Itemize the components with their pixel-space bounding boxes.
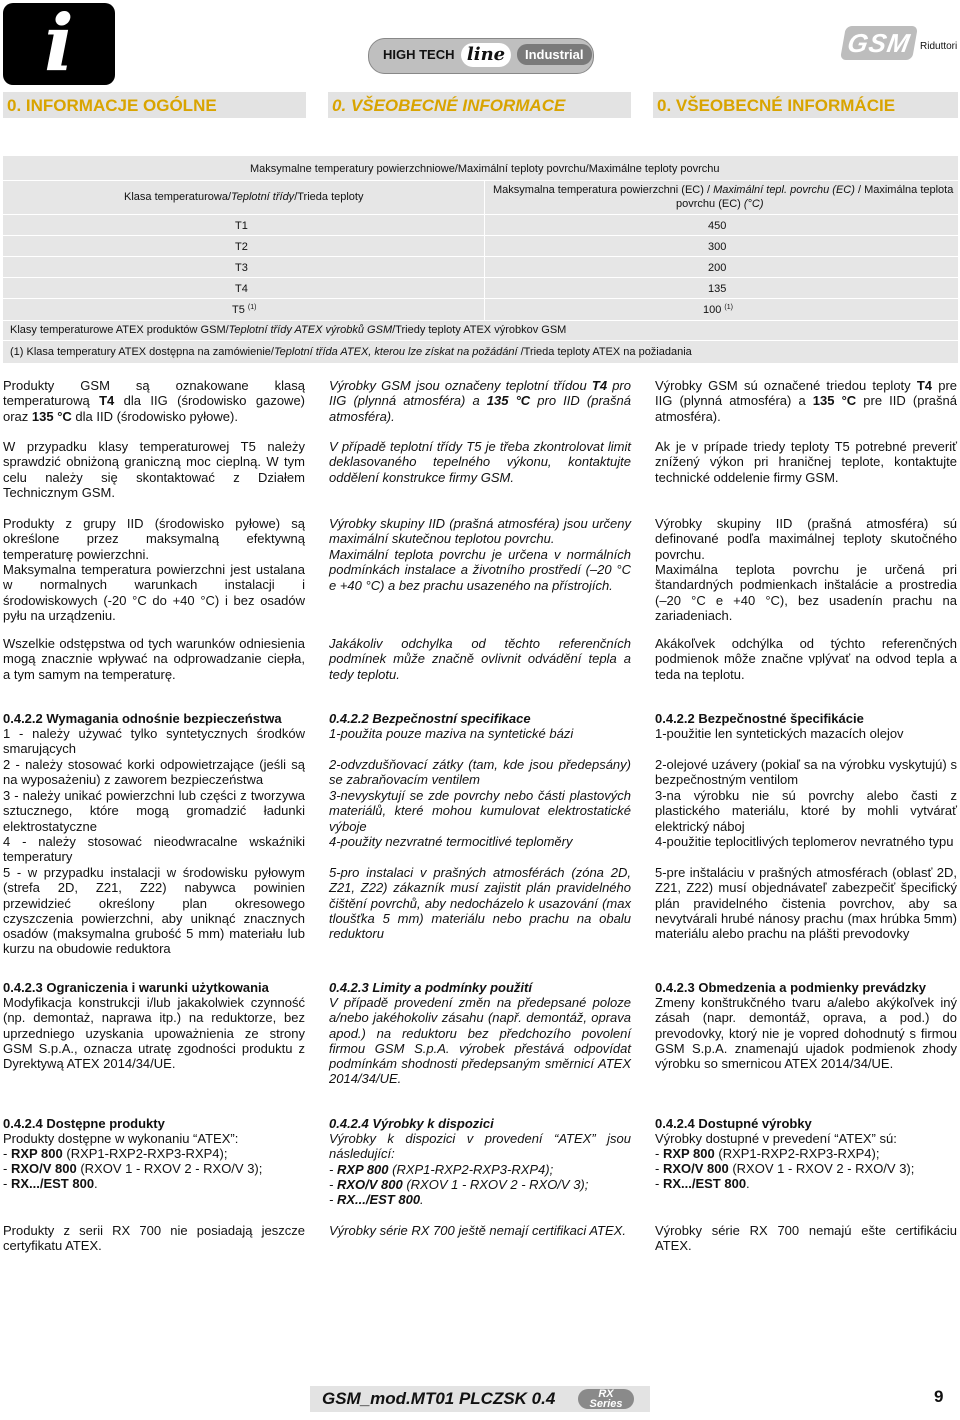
list-item: 1 - należy używać tylko syntetycznych środków smarujących — [3, 726, 305, 757]
list-item: 5 - w przypadku instalacji w środowisku pyłowym (strefa 2D, Z21, Z22) nabywca powinien przewidzieć określony plan okresowego czyszczenia powierzchni, aby uniknąć znacznych osadów (maksymalna grubość 5 mm) materiału lub kurzu na obudowie reduktora — [3, 865, 305, 957]
paragraph: Výrobky série RX 700 ještě nemají certifikaci ATEX. — [329, 1223, 626, 1238]
section-heading: 0.4.2.2 Bezpečnostní specifikace — [329, 711, 531, 726]
paragraph: Ak je v prípade triedy teploty T5 potrebné preveriť znížený výkon pri hraničnej teplote, kontaktujte technické oddelenie firmy GSM. — [655, 439, 957, 485]
info-glyph: i — [44, 0, 74, 89]
paragraph: Výrobky GSM jsou označeny teplotní třídou T4 pro IIG (plynná atmosféra) a 135 °C pro IID (prašná atmosféra). — [329, 378, 631, 424]
hightech-line-logo — [368, 38, 594, 74]
section-heading: 0.4.2.4 Dostępne produkty — [3, 1116, 165, 1131]
list-item: - RXP 800 (RXP1-RXP2-RXP3-RXP4); — [3, 1146, 228, 1161]
section-heading: 0.4.2.3 Ograniczenia i warunki użytkowania — [3, 980, 269, 995]
table-row-value: 450 — [708, 220, 727, 232]
section-title-cz — [328, 92, 631, 118]
table-row-value: 135 — [708, 283, 727, 295]
paragraph: Výrobky GSM sú označené triedou teploty T4 pre IIG (plynná atmosféra) a 135 °C pre IID (prašná atmosféra). — [655, 378, 958, 424]
section-heading: 0.4.2.2 Wymagania odnośnie bezpieczeństwa — [3, 711, 282, 726]
line-text: line — [461, 43, 511, 67]
table-row-class: T1 — [235, 220, 248, 232]
paragraph: Produkty GSM są oznakowane klasą temperaturową T4 dla IIG (środowisko gazowe) oraz 135 °C dla IID (środowisko pyłowe). — [3, 378, 306, 424]
paragraph: Maksymalna temperatura powierzchni jest ustalana w normalnych warunkach instalacji i środowiskowych (-20 °C do +40 °C) i bez osadów pyłu na urządzeniu. — [3, 562, 305, 623]
list-item: - RXO/V 800 (RXOV 1 - RXOV 2 - RXO/V 3); — [329, 1177, 589, 1192]
table-row-class: T2 — [235, 241, 248, 253]
paragraph: Modyfikacja konstrukcji i/lub jakakolwiek czynność (np. demontaż, naprawa itp.) na reduktorze, bez uprzedniego uzyskania upoważnienia ze strony GSM S.p.A., oznacza utratę zgodności produktu z Dyrektywą ATEX 2014/34/UE. — [3, 995, 305, 1072]
table-top-header: Maksymalne temperatury powierzchniowe/Maximální teploty povrchu/Maximálne teploty povrchu — [250, 163, 720, 175]
series-top: RX — [598, 1388, 614, 1400]
document-code: GSM_mod.MT01 PLCZSK 0.4 — [322, 1389, 556, 1408]
paragraph: Produkty z serii RX 700 nie posiadają jeszcze certyfikatu ATEX. — [3, 1223, 305, 1254]
table-row-class: T5 $^{(1)}$ — [232, 304, 257, 316]
list-item: 2 - należy stosować korki odpowietrzające (jeśli są na wyposażeniu) z zaworem bezpieczeństwa — [3, 757, 305, 788]
list-item: 1-použitie len syntetických mazacích olejov — [655, 726, 904, 741]
industrial-text: Industrial — [517, 44, 592, 65]
section-title-pl — [3, 92, 306, 118]
list-item: 4-použitie teplocitlivých teplomerov nevratného typu — [655, 834, 954, 849]
section-title-cz-text: 0. VŠEOBECNÉ INFORMACE — [332, 96, 566, 115]
paragraph: Zmeny konštrukčného tvaru a/alebo akýkoľvek iný zásah (napr. demontáž, oprava, a pod.) do prevodovky, ktorý nie je vopred dohodnutý s firmou GSM S.p.A. znamenajú ujadok podmienok zhody výrobku so smernicou ATEX 2014/34/UE. — [655, 995, 957, 1072]
table-row-class: T3 — [235, 262, 248, 274]
table-class-header: Klasa temperaturowa/Teplotní třídy/Trieda teploty — [124, 191, 364, 203]
rx-series-badge — [578, 1389, 634, 1409]
section-heading: 0.4.2.4 Dostupné výrobky — [655, 1116, 812, 1131]
paragraph: V případě teplotní třídy T5 je třeba zkontrolovat limit deklasovaného tepelného výkonu, kontaktujte oddělení konstrukce firmy GSM. — [329, 439, 631, 485]
list-item: 3-nevyskytují se zde povrchy nebo části plastových materiálů, které mohou kumulovat elektrostatické výboje — [329, 788, 631, 834]
paragraph: Wszelkie odstępstwa od tych warunków odniesienia mogą znacznie wpływać na odprowadzanie ciepła, a tym samym na temperaturę. — [3, 636, 305, 682]
list-item: - RX.../EST 800. — [655, 1176, 750, 1191]
paragraph: Výrobky k dispozici v provedení “ATEX” jsou následující: — [329, 1131, 631, 1162]
list-item: 4 - należy stosować nieodwracalne wskaźniki temperatury — [3, 834, 305, 865]
section-heading: 0.4.2.3 Obmedzenia a podmienky prevádzky — [655, 980, 926, 995]
list-item: - RXO/V 800 (RXOV 1 - RXOV 2 - RXO/V 3); — [3, 1161, 263, 1176]
list-item: - RXP 800 (RXP1-RXP2-RXP3-RXP4); — [329, 1162, 554, 1177]
list-item: 3 - należy unikać powierzchni lub części z tworzywa sztucznego, które mogą gromadzić ładunki elektrostatyczne — [3, 788, 305, 834]
paragraph: Produkty z grupy IID (środowisko pyłowe) są określone przez maksymalną efektywną temperaturę powierzchni. — [3, 516, 305, 562]
table-max-header: Maksymalna temperatura powierzchni (EC) / Maximální tepl. povrchu (EC) / Maximálna teplota — [493, 184, 954, 196]
list-item: 5-pro instalaci v prašných atmosférách (zóna 2D, Z21, Z22) zákazník musí zajistit plán pravidelného čištění povrchů, aby nedocházelo k usazování (max tloušťka 5 mm) materiálu nebo prachu na obalu reduktoru — [329, 865, 631, 942]
gsm-logo — [840, 26, 918, 60]
section-heading: 0.4.2.2 Bezpečnostné špecifikácie — [655, 711, 864, 726]
list-item: 3-na výrobku nie sú povrchy alebo časti z plastického materiálu, ktoré by mohli vytvárať elektrický náboj — [655, 788, 957, 834]
section-heading: 0.4.2.4 Výrobky k dispozici — [329, 1116, 494, 1131]
info-icon — [3, 0, 115, 89]
paragraph: V případě provedení změn na předepsané poloze a/nebo jakéhokoliv zásahu (např. demontáž, oprava apod.) na reduktoru bez předchozího povolení firmou GSM S.p.A. výrobek přestává odpovídat podmínkám shodnosti předepsaným směrnicí ATEX 2014/34/UE. — [329, 995, 631, 1087]
list-item: 2-olejové uzávery (pokiaľ sa na výrobku vyskytujú) s bezpečnostným ventilom — [655, 757, 957, 788]
section-title-sk-text: 0. VŠEOBECNÉ INFORMÁCIE — [657, 96, 896, 115]
list-item: 1-použita pouze maziva na syntetické bázi — [329, 726, 574, 741]
page-number: 9 — [934, 1387, 944, 1406]
table-max-header-line2: povrchu (EC) (°C) — [676, 198, 764, 210]
paragraph: Maximálna teplota povrchu je určená pri štandardných podmienkach inštalácie a prostredia (–20 °C e +40 °C), bez usadenín prachu na zariadeniach. — [655, 562, 957, 623]
list-item: - RXO/V 800 (RXOV 1 - RXOV 2 - RXO/V 3); — [655, 1161, 915, 1176]
table-atex-row: Klasy temperaturowe ATEX produktów GSM/Teplotní třídy ATEX výrobků GSM/Triedy teploty ATEX výrobkov GSM — [10, 324, 567, 336]
paragraph: Produkty dostępne w wykonaniu “ATEX”: — [3, 1131, 239, 1146]
table-row-value: 300 — [708, 241, 727, 253]
table-row-value: 100 $^{(1)}$ — [703, 304, 733, 316]
paragraph: Jakákoliv odchylka od těchto referenčních podmínek může značně ovlivnit odvádění tepla a tedy teplotu. — [329, 636, 631, 682]
riduttori-text: Riduttori — [920, 41, 958, 52]
table-row-value: 200 — [708, 262, 727, 274]
paragraph: Výrobky skupiny IID (prašná atmosféra) sú definované podľa maximálnej teploty skutočného povrchu. — [655, 516, 957, 562]
hightech-text: HIGH TECH — [383, 47, 455, 62]
paragraph: Výrobky série RX 700 nemajú ešte certifikáciu ATEX. — [655, 1223, 957, 1254]
footer-bar — [310, 1386, 650, 1412]
section-title-pl-text: 0. INFORMACJE OGÓLNE — [7, 96, 217, 115]
series-bottom: Series — [589, 1398, 623, 1410]
list-item: 2-odvzdušňovací zátky (tam, kde jsou předepsány) se zabraňovacím ventilem — [329, 757, 631, 788]
paragraph: Výrobky skupiny IID (prašná atmosféra) jsou určeny maximální skutečnou teplotou povrchu. — [329, 516, 631, 547]
list-item: - RX.../EST 800. — [3, 1176, 98, 1191]
paragraph: W przypadku klasy temperaturowej T5 należy sprawdzić obniżoną graniczną moc cieplną. W tym celu należy się skontaktować z Działem Technicznym GSM. — [3, 439, 305, 500]
table-footnote: (1) Klasa temperatury ATEX dostępna na zamówienie/Teplotní třída ATEX, kterou lze získat na požádání /Trieda teploty ATEX na požiadania — [10, 346, 692, 358]
table-row-class: T4 — [235, 283, 248, 295]
paragraph: Maximální teplota povrchu je určena v normálních podmínkách instalace a životního prostředí (–20 °C e +40 °C) a bez prachu usazeného na přístrojích. — [329, 547, 631, 593]
section-title-sk — [653, 92, 958, 118]
list-item: 4-použity nezvratné termocitlivé teploměry — [329, 834, 573, 849]
list-item: 5-pre inštaláciu v prašných atmosférach (oblasť 2D, Z21, Z22) musí objednávateľ zabezpečiť špecifický plán pravidelného čistenia povrchov, aby sa nevytvárali hrubé nánosy prachu (max hrúbka 5mm) materiálu alebo prachu na plášti prevodovky — [655, 865, 957, 942]
list-item: - RXP 800 (RXP1-RXP2-RXP3-RXP4); — [655, 1146, 880, 1161]
paragraph: Výrobky dostupné v prevedení “ATEX” sú: — [655, 1131, 897, 1146]
paragraph: Akákoľvek odchýlka od týchto referenčných podmienok môže značne vplývať na odvod tepla a teda na teplotu. — [655, 636, 957, 682]
list-item: - RX.../EST 800. — [329, 1192, 424, 1207]
section-heading: 0.4.2.3 Limity a podmínky použití — [329, 980, 532, 995]
gsm-logo-text: GSM — [845, 28, 913, 58]
